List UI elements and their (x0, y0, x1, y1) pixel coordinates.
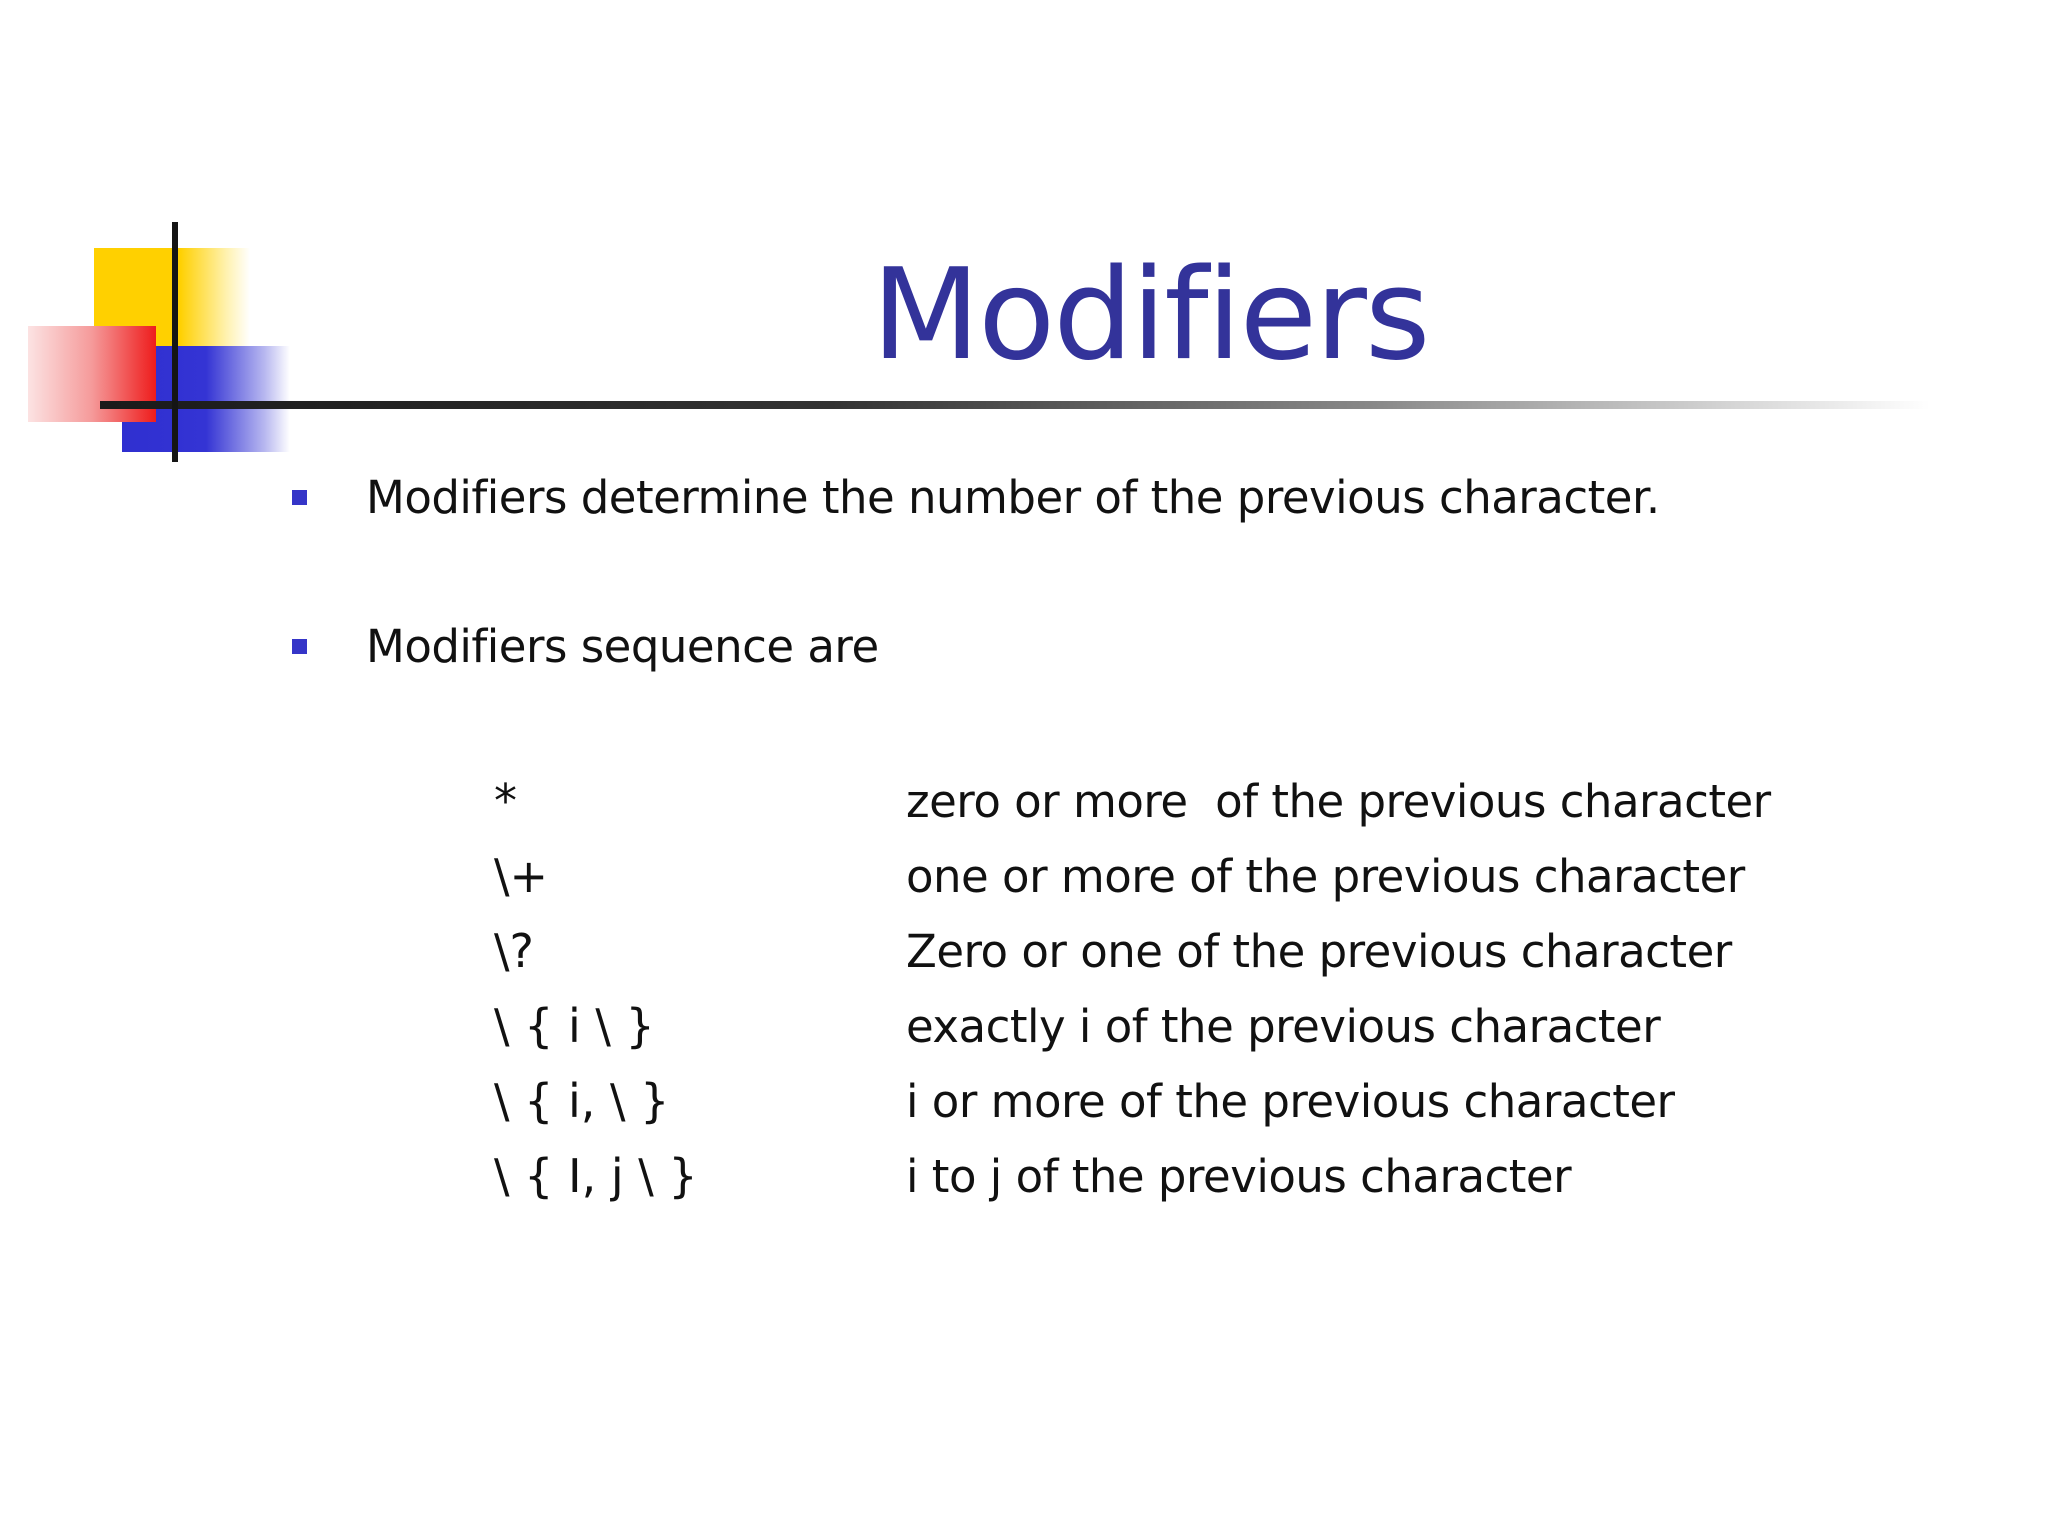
modifier-row (494, 1064, 1894, 1139)
modifier-row (494, 839, 1894, 914)
modifier-symbol: \ { i, \ } (494, 1074, 670, 1128)
modifier-symbol: \+ (494, 849, 549, 903)
modifier-description: i or more of the previous character (906, 1075, 1675, 1128)
modifier-description: one or more of the previous character (906, 850, 1745, 903)
modifier-row (494, 764, 1894, 839)
square-bullet-icon (292, 639, 307, 654)
modifier-symbol: * (494, 774, 517, 828)
bullet-item (292, 467, 1660, 527)
modifier-table (494, 764, 1894, 1214)
slide-title: Modifiers (871, 241, 1429, 388)
modifier-row (494, 989, 1894, 1064)
bullet-text: Modifiers sequence are (366, 619, 879, 673)
modifier-description: i to j of the previous character (906, 1150, 1572, 1203)
bullet-item (292, 616, 879, 676)
modifier-description: zero or more of the previous character (906, 775, 1771, 828)
modifier-symbol: \? (494, 924, 534, 978)
modifier-description: exactly i of the previous character (906, 1000, 1661, 1053)
title-underline-rule (100, 401, 1930, 409)
modifier-row (494, 914, 1894, 989)
modifier-row (494, 1139, 1894, 1214)
modifier-description: Zero or one of the previous character (906, 925, 1732, 978)
bullet-text: Modifiers determine the number of the previous character. (366, 470, 1660, 524)
square-bullet-icon (292, 490, 307, 505)
modifier-symbol: \ { I, j \ } (494, 1149, 698, 1203)
decor-vertical-rule (172, 222, 178, 462)
modifier-symbol: \ { i \ } (494, 999, 655, 1053)
